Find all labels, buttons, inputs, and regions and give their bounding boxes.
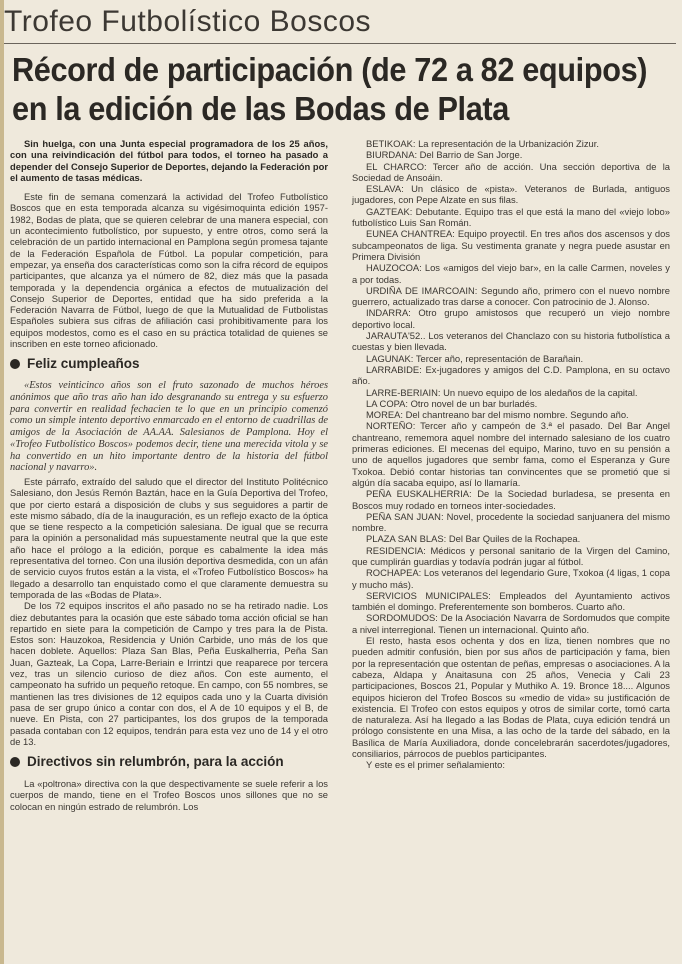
- bullet-icon: [10, 757, 20, 767]
- right-column: [352, 138, 670, 771]
- team-entry: NORTEÑO: Tercer año y campeón de 3.ª el pasado. Del Bar Angel chantreano, rememora aquel nombre del internado salesiano de los cuatro primeras ediciones. El mecenas del equipo, Marino, tuvo en su pensión a uno de aquellos jugadores que sembr fama, como el Esperanza y Gure Txokoa. Debió contar historias tan convincentes que se prometió que si algún día sacaba equipo, así lo llamaría.: [352, 420, 670, 488]
- bullet-icon: [10, 359, 20, 369]
- team-entry: PLAZA SAN BLAS: Del Bar Quiles de la Rochapea.: [366, 533, 581, 545]
- section-title: Trofeo Futbolístico Boscos: [4, 5, 372, 38]
- team-entry: EL CHARCO: Tercer año de acción. Una sección deportiva de la Sociedad de Ansoáin.: [352, 160, 670, 183]
- team-entry: El resto, hasta esos ochenta y dos en liza, tienen nombres que no pueden admitir confusión, bien por sus años de participación y fama, bien por la representación que ostentan de peñas, empresas o asociaciones. A la cabeza, Aldapa y Anaitasuna con 25 años, Venecia y Cali 23 participaciones, Boscos 21, Popular y Muthiko A. 19. Bronce 18.... Algunos equipos hicieron del Trofeo Boscos su «medio de vida» su justificación de existencia. El Trofeo con estos equipos y otros de similar corte, tomó carta de naturaleza. Así ha llegado a las Bodas de Plata, cuya edición tendrá un prólogo consistente en una Misa, a las ocho de la tarde del sábado, en la Basílica de María Auxiliadora, donde concelebrarán sacerdotes/jugadores, consiliarios, párrocos de pueblos participantes.: [352, 635, 670, 760]
- body-paragraph: Este fin de semana comenzará la actividad del Trofeo Futbolístico Boscos que en esta temporada alcanza su vigésimoquinta edición 1957-1982, Bodas de plata, que se quieren celebrar de una manera especial, con un acontecimiento futbolístico, por supuesto, y entre otros, como será la celebración de un partido internacional en Pamplona según promesa tajante de la Federación Española de Fútbol. La popular competición, para empezar, ya enseña dos características como son la cifra récord de equipos participantes, que alcanza ya el número de 82, diez más que la pasada temporada y la dependencia orgánica a efectos de mutualización del Consejo Superior de Deportes, entidad que ha sido preferida a la Federación Navarra de Fútbol, luego de que la Mutualidad de Futbolistas Españoles subiera sus cifras de afiliación casi prohibitivamente para los equipos modestos, como es el caso en su práctica totalidad de quienes se inscriben en este torneo aficionado.: [10, 191, 328, 350]
- team-entry: ESLAVA: Un clásico de «pista». Veteranos de Burlada, antiguos jugadores, con Pepe Alzate en sus filas.: [352, 183, 670, 206]
- team-entry: LA COPA: Otro novel de un bar burladés.: [366, 397, 538, 409]
- team-entry: PEÑA SAN JUAN: Novel, procedente la sociedad sanjuanera del mismo nombre.: [352, 510, 670, 534]
- team-entry: LAGUNAK: Tercer año, representación de Barañain.: [366, 352, 584, 364]
- headline-line-2: en la edición de las Bodas de Plata: [12, 90, 509, 127]
- subheading: [10, 356, 328, 372]
- headline-line-1: Récord de participación (de 72 a 82 equipos): [12, 51, 648, 88]
- team-entry: JARAUTA'52.. Los veteranos del Chanclazo con su historia futbolística a cuestas y bien llevada.: [352, 330, 670, 353]
- section-header: [4, 3, 676, 44]
- team-entry: SERVICIOS MUNICIPALES: Empleados del Ayuntamiento activos también el domingo. Preferentemente son bomberos. Cuarto año.: [352, 589, 670, 613]
- body-paragraph: La «poltrona» directiva con la que despectivamente se suele referir a los cuerpos de mando, tiene en el Trofeo Boscos unos sillones que no se colocan en ningún estrado de relumbrón. Los: [10, 778, 328, 812]
- headline: [12, 50, 648, 128]
- body-paragraph: De los 72 equipos inscritos el año pasado no se ha retirado nadie. Los diez debutantes para la ocasión que este sábado toma acción oficial se han repartido en siete para la competición de Campo y tres para la de Pista. Estos son: Hauzokoa, Residencia y Unión Carbide, uno más de los que hacen doblete. Aquellos: Plaza San Blas, Peña Euskalherria, Peña San Juan, Gazteak, La Copa, Larre-Beriain e Irrintzi que reaparece por tercera vez, tras un silencio curioso de diez años. Con este aumento, el campeonato ha sufrido un pequeño retoque. En campo, con 55 nombres, se mantienen las tres divisiones de 12 equipos cada uno y la Cuarta división pasa de ser grupo único a contar con dos, el A de 10 equipos y el B, de nueve. En Pista, con 27 participantes, los dos grupos de la temporada pasada contaban con 12 equipos, tendrán para esta vez uno de 14 y el otro de 13.: [10, 600, 328, 747]
- lead-paragraph: Sin huelga, con una Junta especial programadora de los 25 años, con una reivindicación del fútbol para todos, el torneo ha pasado a depender del Consejo Superior de Deportes, dejando la Federación por el aumento de tasas médicas.: [10, 138, 328, 183]
- team-entry: URDIÑA DE IMARCOAIN: Segundo año, primero con el nuevo nombre guerrero, actualizado tras darse a conocer. Con patrocinio de J. Alonso.: [352, 284, 670, 308]
- subheading-text: Directivos sin relumbrón, para la acción: [27, 754, 284, 770]
- team-entry: GAZTEAK: Debutante. Equipo tras el que está la mano del «viejo lobo» futbolístico Luis San Román.: [352, 205, 670, 229]
- team-entry: HAUZOCOA: Los «amigos del viejo bar», en la calle Carmen, noveles y a por todas.: [352, 262, 670, 285]
- team-entry: PEÑA EUSKALHERRIA: De la Sociedad burladesa, se presenta en Boscos muy rodado en torneos inter-sociedades.: [352, 488, 670, 511]
- page-edge: [0, 0, 4, 964]
- team-entry: MOREA: Del chantreano bar del mismo nombre. Segundo año.: [366, 409, 629, 421]
- team-entry: SORDOMUDOS: De la Asociación Navarra de Sordomudos que compite a nivel interregional. Tienen un internacional. Quinto año.: [352, 612, 670, 635]
- team-entry: ROCHAPEA: Los veteranos del legendario Gure, Txokoa (4 ligas, 1 copa y mucho más).: [352, 567, 670, 590]
- team-entry: BIURDANA: Del Barrio de San Jorge.: [366, 149, 523, 161]
- team-entry: INDARRA: Otro grupo amistosos que recuperó un viejo nombre deportivo local.: [352, 307, 670, 330]
- team-entry: BETIKOAK: La representación de la Urbanización Zizur.: [366, 138, 599, 149]
- team-entry: EUNEA CHANTREA: Equipo proyectil. En tres años dos ascensos y dos subcampeonatos de liga. Su vestimenta granate y negra puede asustar en Primera División: [352, 228, 670, 262]
- quote-paragraph: «Estos veinticinco años son el fruto sazonado de muchos héroes anónimos que año tras año han ido desgranando su entrega y su esfuerzo para convertir en realidad fechacien te lo que en un principio comenzó como un simple intento deportivo enmarcado en el entorno de cuadrillas de amigos de la Asociación de AA.AA. Salesianos de Pamplona. Hoy el «Trofeo Futbolístico Boscos» podemos decir, tiene una merecida vitola y se ha convertido en un hito importante dentro de la historia del fútbol nacional y navarro».: [10, 380, 328, 474]
- team-entry: LARRE-BERIAIN: Un nuevo equipo de los aledaños de la capital.: [366, 386, 638, 398]
- left-column: [10, 138, 328, 812]
- team-entry: Y este es el primer señalamiento:: [366, 759, 505, 771]
- subheading: [10, 754, 328, 770]
- team-entry: LARRABIDE: Ex-jugadores y amigos del C.D. Pamplona, en su octavo año.: [352, 363, 670, 387]
- subheading-text: Feliz cumpleaños: [27, 356, 140, 372]
- body-paragraph: Este párrafo, extraído del saludo que el director del Instituto Politécnico Salesiano, don Jesús Remón Baztán, hace en la Guía Deportiva del Trofeo, que por cierto estará a disposición de clubs y sus seguidores a partir de este mismo sábado, día de la inauguración, es un reflejo exacto de la óptica que se tiene respecto a la competición salesiana. De igual que se recurra para la opinión a personalidad más supuestamente neutral que la que este año hace el prólogo a la edición, porque es cabalmente la idea más representativa del torneo. Con una ilusión deportiva desmedida, con un afán de servicio cuyos frutos están a la vista, el «Trofeo Futbolístico Boscos» ha llegado a desarrollo tan enquistado como el que claramente demuestra su temporada de las «Bodas de Plata».: [10, 475, 328, 600]
- team-entry: RESIDENCIA: Médicos y personal sanitario de la Virgen del Camino, que cumplirán guardias y todavía podrán jugar al fútbol.: [352, 544, 670, 567]
